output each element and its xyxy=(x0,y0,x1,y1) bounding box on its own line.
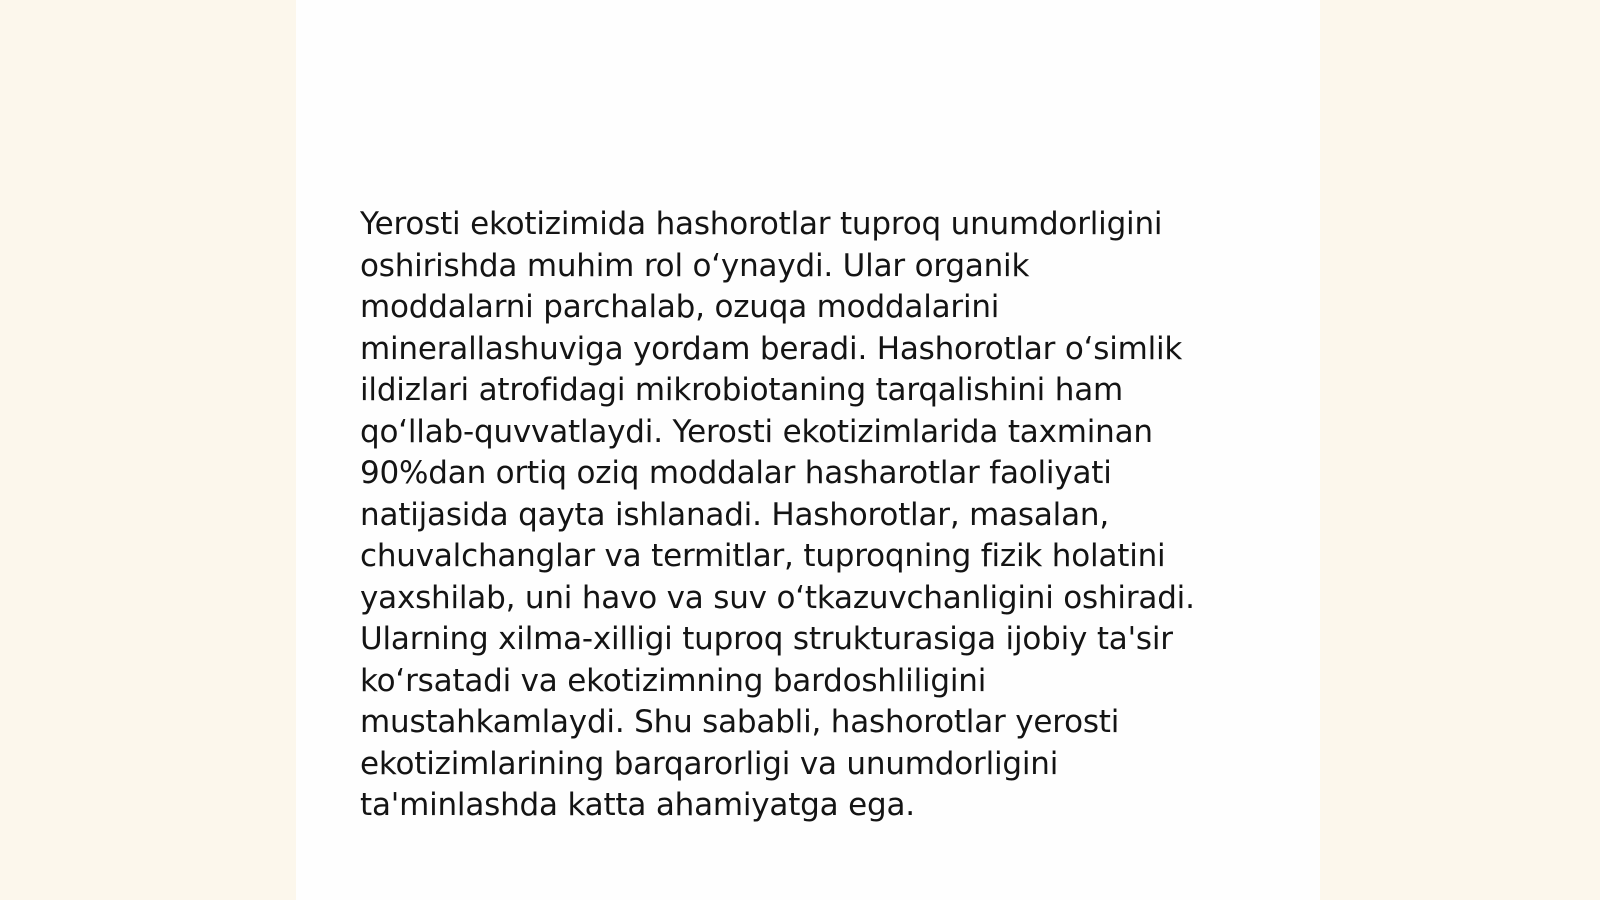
paragraph-line: ildizlari atrofidagi mikrobiotaning tarqalishini ham xyxy=(360,372,1123,408)
paragraph-line: ta'minlashda katta ahamiyatga ega. xyxy=(360,787,915,823)
paragraph-line: natijasida qayta ishlanadi. Hashorotlar, masalan, xyxy=(360,496,1109,533)
paragraph-line: mustahkamlaydi. Shu sababli, hashorotlar yerosti xyxy=(360,704,1120,740)
paragraph-line: chuvalchanglar va termitlar, tuproqning fizik holatini xyxy=(360,538,1166,574)
paragraph-line: 90%dan ortiq oziq moddalar hasharotlar faoliyati xyxy=(360,455,1112,491)
document-page xyxy=(296,0,1320,900)
paragraph-line: oshirishda muhim rol oʻynaydi. Ular organik xyxy=(360,247,1030,284)
paragraph-line: Ularning xilma-xilligi tuproq strukturasiga ijobiy ta'sir xyxy=(360,621,1173,657)
paragraph-line: yaxshilab, uni havo va suv oʻtkazuvchanligini oshiradi. xyxy=(360,579,1195,616)
paragraph-line: minerallashuviga yordam beradi. Hashorotlar oʻsimlik xyxy=(360,330,1183,367)
paragraph-line: moddalarni parchalab, ozuqa moddalarini xyxy=(360,289,1000,325)
paragraph-line: Yerosti ekotizimida hashorotlar tuproq unumdorligini xyxy=(360,206,1163,242)
paragraph-line: qoʻllab-quvvatlaydi. Yerosti ekotizimlarida taxminan xyxy=(360,413,1153,450)
body-paragraph xyxy=(360,204,1250,827)
paragraph-line: koʻrsatadi va ekotizimning bardoshliligini xyxy=(360,662,987,699)
paragraph-line: ekotizimlarining barqarorligi va unumdorligini xyxy=(360,745,1059,782)
